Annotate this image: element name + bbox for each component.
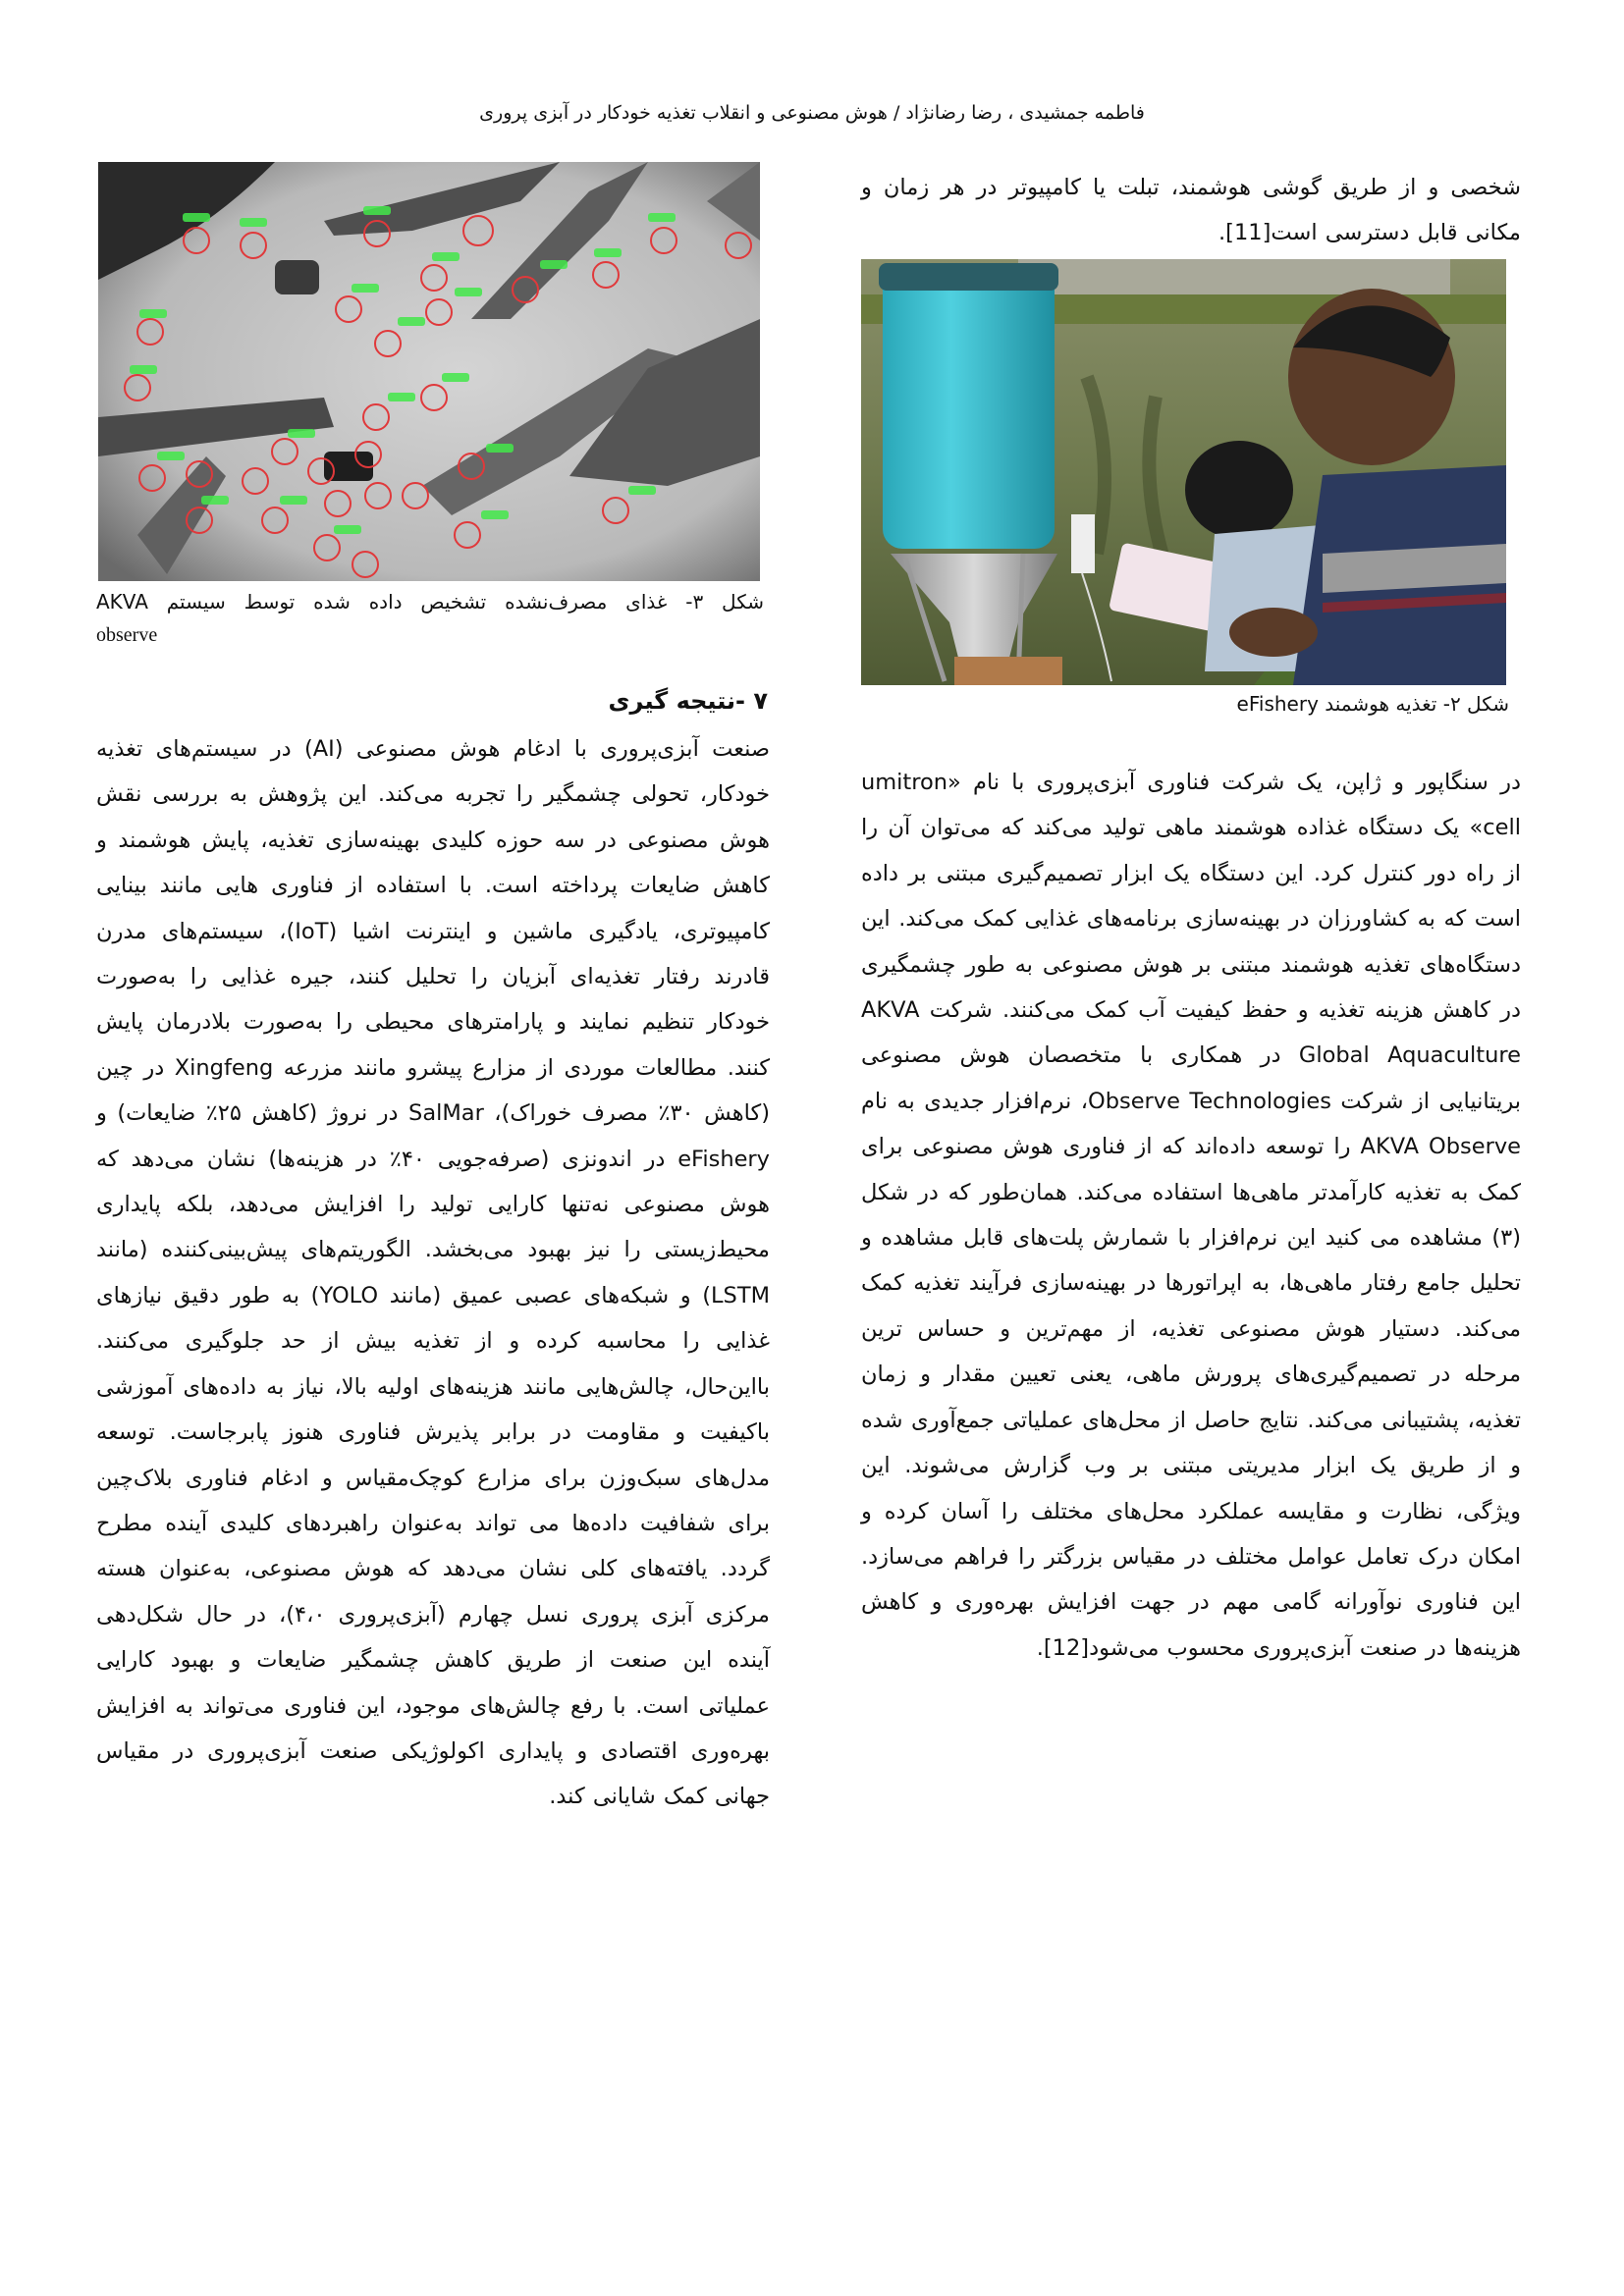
barrel-lid bbox=[879, 263, 1058, 291]
figure-3-caption bbox=[96, 585, 764, 652]
body-paragraph: در سنگاپور و ژاپن، یک شرکت فناوری آبزی‌پروری با نام «umitron cell» یک دستگاه غذاده هوشمند ماهی تولید می‌کند که می‌توان آن را از راه دور کنترل کرد. این دستگاه یک ابزار تصمیم‌گیری مبتنی بر داده است که به کشاورزان در بهینه‌سازی برنامه‌های غذایی کمک می‌کند. این دستگاه‌های تغذیه هوشمند مبتنی بر هوش مصنوعی به طور چشمگیری در کاهش هزینه تغذیه و حفظ کیفیت آب کمک می‌کنند. شرکت AKVA Global Aquaculture در همکاری با متخصصان هوش مصنوعی بریتانیایی از شرکت Observe Technologies، نرم‌افزار جدیدی به نام AKVA Observe را توسعه داده‌اند که از فناوری هوش مصنوعی برای کمک به تغذیه کارآمدتر ماهی‌ها استفاده می‌کند. همان‌طور که در شکل (۳) مشاهده می کنید این نرم‌افزار با شمارش پلت‌های قابل مشاهده و تحلیل جامع رفتار ماهی‌ها، به اپراتورها در بهینه‌سازی فرآیند تغذیه کمک می‌کند. دستیار هوش مصنوعی تغذیه، از مهم‌ترین و حساس ترین مرحله در تصمیم‌گیری‌های پرورش ماهی، یعنی تعیین مقدار و زمان تغذیه، پشتیبانی می‌کند. نتایج حاصل از محل‌های عملیاتی جمع‌آوری شده و از طریق یک ابزار مدیریتی مبتنی بر وب گزارش می‌شوند. این ویژگی، نظارت و مقایسه عملکرد محل‌های مختلف را آسان کرده و امکان درک تعامل عوامل مختلف در مقیاس بزرگتر را فراهم می‌سازد. این فناوری نوآورانه گامی مهم در جهت افزایش بهره‌وری و کاهش هزینه‌ها در صنعت آبزی‌پروری محسوب می‌شود[12]. bbox=[861, 770, 1522, 1661]
unconsumed-feed-detection-illustration bbox=[98, 162, 760, 581]
section-heading-conclusion: ۷ -نتیجه گیری bbox=[608, 687, 768, 715]
dark-object bbox=[275, 260, 319, 294]
control-box bbox=[1071, 514, 1095, 573]
wooden-board bbox=[954, 657, 1062, 685]
intro-paragraph-block bbox=[861, 165, 1521, 256]
figure-2-efishery-photo bbox=[861, 259, 1506, 685]
intro-paragraph: شخصی و از طریق گوشی هوشمند، تبلت یا کامپیوتر در هر زمان و مکانی قابل دسترسی است[11]. bbox=[861, 175, 1521, 246]
figure-3-caption-line-1: شکل ۳- غذای مصرف‌نشده تشخیص داده شده توسط سیستم AKVA bbox=[96, 590, 764, 614]
conclusion-paragraph: صنعت آبزی‌پروری با ادغام هوش مصنوعی (AI) در سیستم‌های تغذیه خودکار، تحولی چشمگیر را تجربه می‌کند. این پژوهش به بررسی نقش هوش مصنوعی در سه حوزه کلیدی بهینه‌سازی تغذیه، پایش هوشمند و کاهش ضایعات پرداخته است. با استفاده از فناوری هایی مانند بینایی کامپیوتری، یادگیری ماشین و اینترنت اشیا (IoT)، سیستم‌های مدرن قادرند رفتار تغذیه‌ای آبزیان را تحلیل کنند، جیره غذایی را به‌صورت خودکار تنظیم نمایند و پارامترهای محیطی را به‌صورت بلادرمان پایش کنند. مطالعات موردی از مزارع پیشرو مانند مزرعه Xingfeng در چین (کاهش ۳۰٪ مصرف خوراک)، SalMar در نروژ (کاهش ۲۵٪ ضایعات) و eFishery در اندونزی (صرفه‌جویی ۴۰٪ در هزینه‌ها) نشان می‌دهد که هوش مصنوعی نه‌تنها کارایی تولید را افزایش می‌دهد، بلکه پایداری محیط‌زیستی را نیز بهبود می‌بخشد. الگوریتم‌های پیش‌بینی‌کننده (مانند LSTM) و شبکه‌های عصبی عمیق (مانند YOLO) به طور دقیق نیازهای غذایی را محاسبه کرده و از تغذیه بیش از حد جلوگیری می‌کنند. بااین‌حال، چالش‌هایی مانند هزینه‌های اولیه بالا، نیاز به داده‌های آموزشی باکیفیت و مقاومت در برابر پذیرش فناوری هنوز پابرجاست. توسعه مدل‌های سبک‌وزن برای مزارع کوچک‌مقیاس و ادغام فناوری بلاک‌چین برای شفافیت داده‌ها می تواند به‌عنوان راهبردهای کلیدی آینده مطرح گردد. یافته‌های کلی نشان می‌دهد که هوش مصنوعی، به‌عنوان هسته مرکزی آبزی پروری نسل چهارم (آبزی‌پروری ۴،۰)، در حال شکل‌دهی آینده این صنعت از طریق کاهش چشمگیر ضایعات و بهبود کارایی عملیاتی است. با رفع چالش‌های موجود، این فناوری می‌تواند به افزایش بهره‌وری اقتصادی و پایداری اکولوژیکی صنعت آبزی‌پروری در مقیاس جهانی کمک شایانی کند. bbox=[96, 736, 771, 1810]
figure-3-akva-observe-image bbox=[98, 162, 760, 581]
efishery-feeder-illustration bbox=[861, 259, 1506, 685]
conclusion-block bbox=[96, 726, 770, 1820]
figure-2-caption: شکل ۲- تغذیه هوشمند eFishery bbox=[1236, 692, 1509, 716]
boy-head bbox=[1185, 441, 1293, 539]
man-hands bbox=[1229, 608, 1318, 657]
blue-barrel bbox=[883, 269, 1055, 549]
figure-3-caption-line-2: observe bbox=[96, 624, 158, 646]
running-header: فاطمه جمشیدی ، رضا رضانژاد / هوش مصنوعی و انقلاب تغذیه خودکار در آبزی پروری bbox=[479, 102, 1145, 124]
body-paragraph-block bbox=[861, 760, 1521, 1671]
